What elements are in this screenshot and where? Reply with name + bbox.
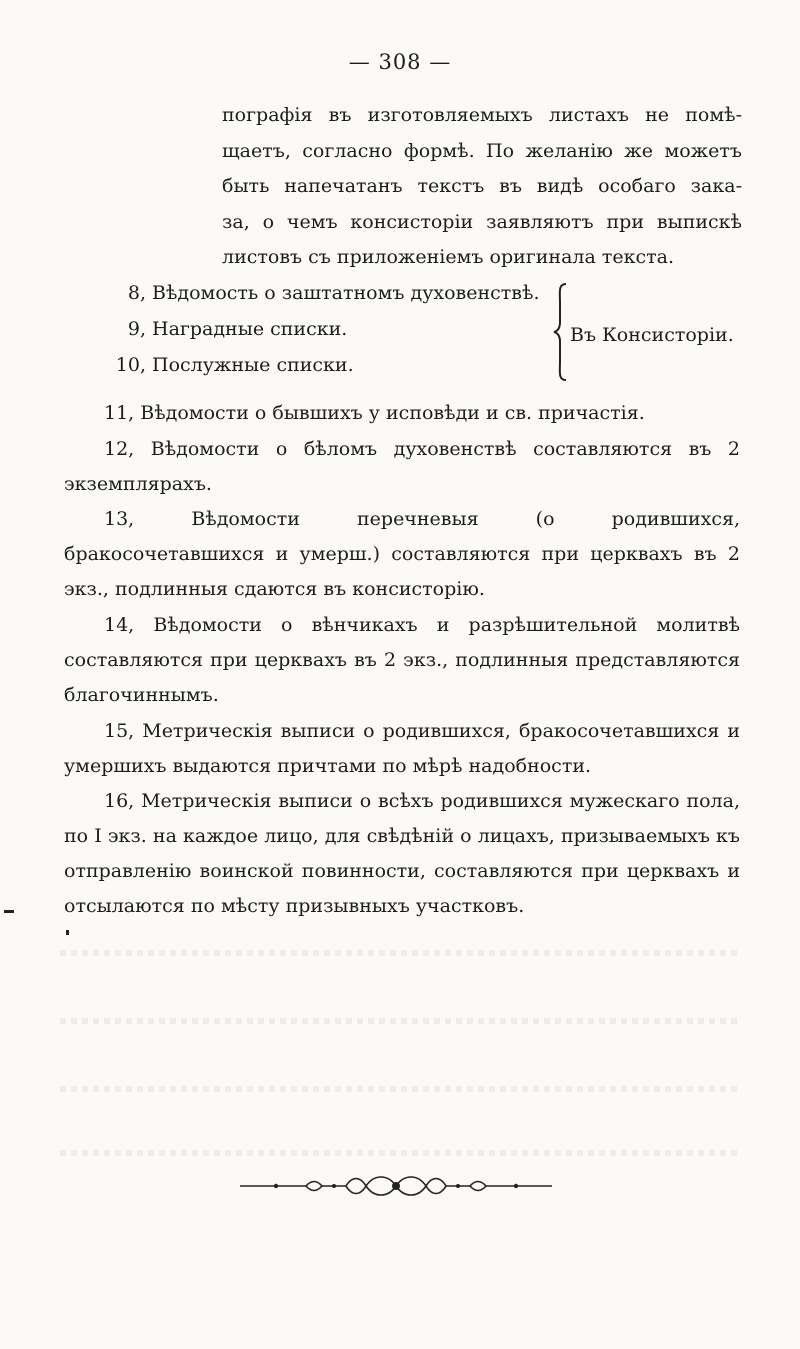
continuation-line: быть напечатанъ текстъ въ видѣ особаго зака- bbox=[222, 175, 742, 197]
paragraph-number: 15, bbox=[104, 720, 135, 742]
page-number: — 308 — bbox=[348, 50, 452, 74]
item-text: Послужные списки. bbox=[152, 354, 354, 376]
paragraph-text: Метрическія выписи о родившихся, бракосочетавшихся и умершихъ выдаются причтами по мѣрѣ надобности. bbox=[64, 720, 740, 777]
continuation-paragraph bbox=[222, 98, 742, 276]
grouped-item bbox=[108, 354, 354, 376]
paragraph-number: 16, bbox=[104, 790, 135, 812]
paragraph-text: Вѣдомости о бѣломъ духовенствѣ составляются въ 2 экземплярахъ. bbox=[64, 438, 740, 495]
item-number: 9, bbox=[127, 318, 146, 340]
numbered-paragraph bbox=[64, 714, 740, 784]
ink-speck bbox=[4, 910, 14, 913]
paragraph-number: 13, bbox=[104, 508, 135, 530]
continuation-line: листовъ съ приложеніемъ оригинала текста. bbox=[222, 246, 674, 268]
paragraph-text: Метрическія выписи о всѣхъ родившихся мужескаго пола, по I экз. на каждое лицо, для свѣдѣній о лицахъ, призываемыхъ къ отправленію воинской повинности, составляются при церквахъ и отсылаются по мѣсту призывныхъ участковъ. bbox=[64, 790, 740, 917]
numbered-paragraph bbox=[64, 608, 740, 713]
curly-brace-icon bbox=[552, 282, 572, 382]
bleed-through-line bbox=[60, 1018, 740, 1024]
item-text: Наградные списки. bbox=[152, 318, 348, 340]
numbered-paragraph bbox=[64, 396, 740, 431]
item-text: Вѣдомость о заштатномъ духовенствѣ. bbox=[152, 282, 540, 304]
numbered-paragraph bbox=[64, 502, 740, 607]
paragraph-text: Вѣдомости о вѣнчикахъ и разрѣшительной молитвѣ составляются при церквахъ въ 2 экз., подлинныя представляются благочиннымъ. bbox=[64, 614, 741, 706]
paragraph-text: Вѣдомости перечневыя (о родившихся, бракосочетавшихся и умерш.) составляются при церквахъ въ 2 экз., подлинныя сдаются въ консисторію. bbox=[64, 508, 740, 600]
numbered-paragraph bbox=[64, 784, 740, 924]
group-label: Въ Консисторіи. bbox=[570, 324, 734, 346]
continuation-line: пографія въ изготовляемыхъ листахъ не помѣ- bbox=[222, 104, 742, 126]
bleed-through-line bbox=[60, 950, 740, 956]
grouped-item bbox=[108, 282, 540, 304]
ink-speck bbox=[66, 930, 69, 935]
bleed-through-line bbox=[60, 1150, 740, 1156]
item-number: 10, bbox=[115, 354, 146, 376]
grouped-item bbox=[108, 318, 347, 340]
decorative-divider-icon bbox=[236, 1170, 556, 1202]
item-number: 8, bbox=[127, 282, 146, 304]
paragraph-text: Вѣдомости о бывшихъ у исповѣди и св. причастія. bbox=[140, 402, 645, 424]
paragraph-number: 12, bbox=[104, 438, 135, 460]
continuation-line: щаетъ, согласно формѣ. По желанію же можетъ bbox=[222, 139, 742, 162]
continuation-line: за, о чемъ консисторіи заявляютъ при выпискѣ bbox=[222, 210, 742, 233]
paragraph-number: 14, bbox=[104, 614, 135, 636]
paragraph-number: 11, bbox=[104, 402, 135, 424]
numbered-paragraph bbox=[64, 432, 740, 502]
bleed-through-line bbox=[60, 1086, 740, 1092]
